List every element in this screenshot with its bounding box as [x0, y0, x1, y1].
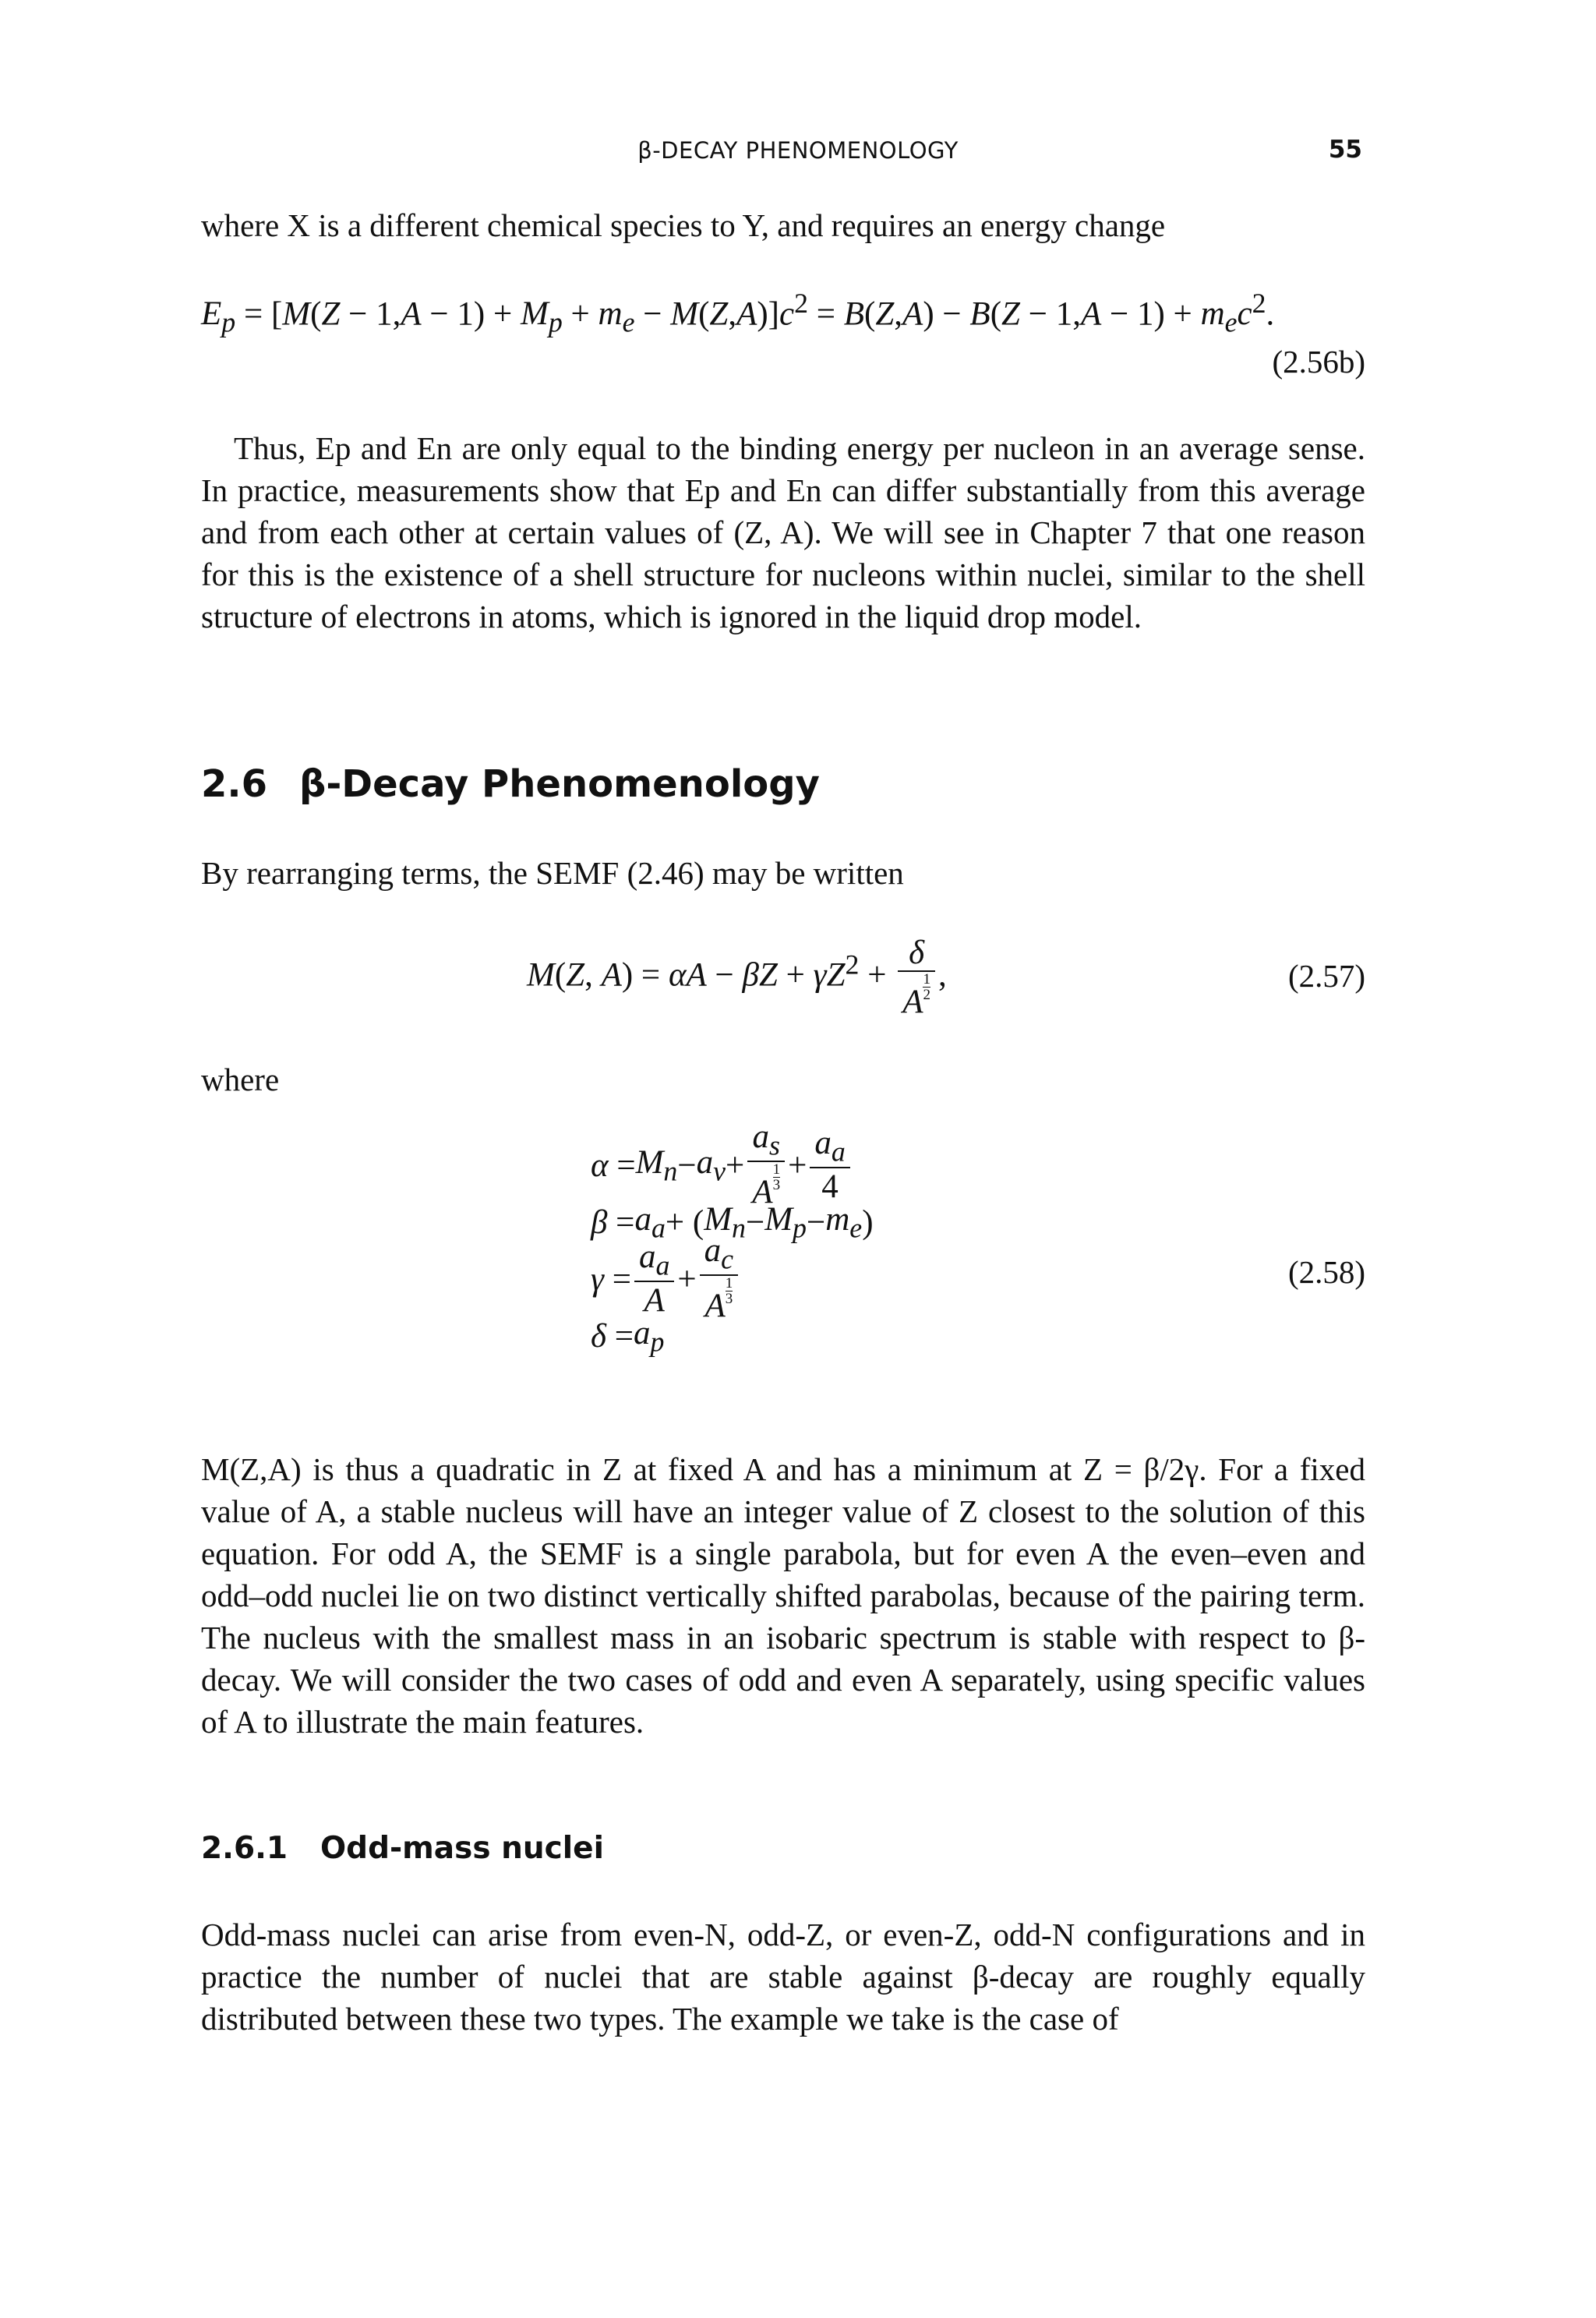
subsection-title: Odd-mass nuclei	[320, 1831, 604, 1866]
alpha-definition: α = $M_n$ − $a_v$ + $a_s$ A $\frac{1}{3}$ + $\frac{a_a}{4}$	[591, 1132, 874, 1199]
equation-number-2-58: (2.58)	[1287, 1254, 1365, 1290]
paragraph-semf-intro: By rearranging terms, the SEMF (2.46) may be written	[201, 855, 904, 891]
paragraph-odd-mass: Odd-mass nuclei can arise from even-N, odd-Z, or even-Z, odd-N configurations and in practice the number of nuclei that are stable against β-decay are roughly equally distributed between these two types. The example we take is the case of	[201, 1917, 1365, 2037]
page-number: 55	[1328, 136, 1362, 164]
equation-2-56b: $E_p = [M(Z - 1,A - 1) + M_p + m_e - M(Z,A)]c^2 = B(Z,A) - B(Z - 1,A - 1) + m_ec^2$.	[201, 288, 1275, 338]
equation-system-2-58	[591, 1118, 874, 1359]
section-title: β-Decay Phenomenology	[299, 762, 820, 806]
subsection-heading	[201, 1831, 604, 1866]
section-number: 2.6	[201, 762, 268, 806]
where-label: where	[201, 1062, 280, 1097]
beta-definition: β = $a_a$ + ( $M_n$ − $M_p$ − $m_e$ )	[591, 1200, 874, 1244]
delta-definition: δ = $a_p$	[591, 1314, 665, 1358]
paragraph-intro: where X is a different chemical species to Y, and requires an energy change	[201, 207, 1166, 243]
paragraph-binding-energy	[201, 427, 1365, 638]
gamma-definition: γ = $\frac{a_a}{A}$ + $a_c$ A $\frac{1}{3}$	[591, 1246, 874, 1313]
subsection-number: 2.6.1	[201, 1831, 288, 1866]
paragraph-quadratic: M(Z,A) is thus a quadratic in Z at fixed A and has a minimum at Z = β/2γ. For a fixed value of A, a stable nucleus will have an integer value of Z closest to the solution of this equation. For odd A, the SEMF is a single parabola, but for even A the even–even and odd–odd nuclei lie on two distinct vertically shifted parabolas, because of the pairing term. The nucleus with the smallest mass in an isobaric spectrum is stable with respect to β-decay. We will consider the two cases of odd and even A separately, using specific values of A to illustrate the main features.	[201, 1451, 1365, 1740]
equation-number-2-57: (2.57)	[1287, 958, 1365, 994]
paragraph-binding-energy-text: Thus, Ep and En are only equal to the binding energy per nucleon in an average sense. In practice, measurements show that Ep and En can differ substantially from this average and from each other at certain values of (Z, A). We will see in Chapter 7 that one reason for this is the existence of a shell structure for nucleons within nuclei, similar to the shell structure of electrons in atoms, which is ignored in the liquid drop model.	[201, 430, 1365, 634]
running-head-title: β-DECAY PHENOMENOLOGY	[637, 137, 959, 164]
section-heading	[201, 762, 820, 806]
equation-2-57: M(Z, $A) = \alpha A - \beta Z + \gamma Z^2$ + δ A $\frac{1}{2}$ ,	[527, 935, 947, 1021]
equation-number-2-56b: (2.56b)	[1272, 344, 1365, 380]
